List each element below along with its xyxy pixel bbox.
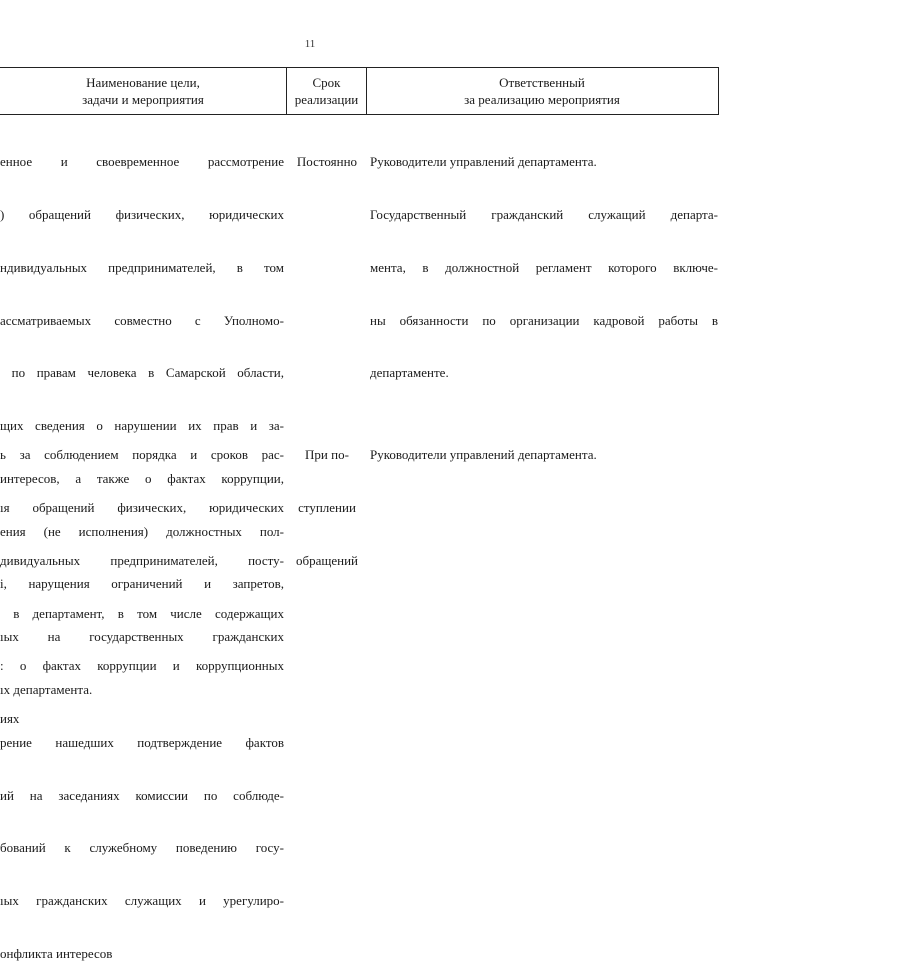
responsible-line: Руководители управлений департамента. (370, 447, 597, 463)
measure-line: интересов, а также о фактах коррупции, (0, 470, 284, 486)
term-line: При по- (305, 447, 349, 463)
header-measure (0, 68, 286, 114)
header-term (286, 68, 367, 114)
header-term-line: реализации (294, 92, 359, 107)
row-2-term (288, 411, 366, 587)
measure-line: по правам человека в Самарской области, (0, 365, 284, 381)
responsible-line: Государственный гражданский служащий департа- (370, 206, 718, 222)
header-responsible (367, 68, 717, 114)
row-1-responsible (370, 118, 718, 400)
term-line: ступлении (298, 499, 356, 515)
header-responsible-line: Ответственный (499, 75, 585, 90)
term-line: обращений (295, 552, 359, 568)
row-2-measure (0, 411, 284, 745)
measure-line: ıя обращений физических, юридических (0, 499, 284, 515)
responsible-line: департаменте. (370, 365, 449, 381)
measure-line: ь за соблюдением порядка и сроков рас- (0, 447, 284, 463)
measure-line: дивидуальных предпринимателей, посту- (0, 552, 284, 568)
measure-line: в департамент, в том числе содержащих (0, 605, 284, 621)
responsible-line: мента, в должностной регламент которого включе- (370, 259, 718, 275)
measure-line: ндивидуальных предпринимателей, в том (0, 259, 284, 275)
row-2-responsible (370, 411, 718, 481)
measure-line: ассматриваемых совместно с Уполномо- (0, 312, 284, 328)
measure-line: рение нашедших подтверждение фактов (0, 734, 284, 750)
header-measure-line: задачи и мероприятия (82, 92, 204, 107)
measure-line: иях (0, 711, 20, 727)
measure-line: ıх департамента. (0, 682, 93, 697)
measure-line: ıых гражданских служащих и урегулиро- (0, 893, 284, 909)
term-line: Постоянно (296, 154, 358, 170)
measure-line: : о фактах коррупции и коррупционных (0, 658, 284, 674)
measure-line: бований к служебному поведению госу- (0, 840, 284, 856)
header-measure-line: Наименование цели, (86, 75, 200, 90)
row-1-term (288, 118, 366, 188)
measure-line: онфликта интересов (0, 945, 113, 961)
measure-line: ения (не исполнения) должностных пол- (0, 523, 284, 539)
header-responsible-line: за реализацию мероприятия (464, 92, 620, 107)
measure-line: ) обращений физических, юридических (0, 206, 284, 222)
measure-line: ıых на государственных гражданских (0, 629, 284, 645)
page-number: 11 (304, 38, 316, 50)
header-term-line: Срок (312, 75, 341, 90)
measure-line: i, нарущения ограничений и запретов, (0, 576, 284, 592)
responsible-line: ны обязанности по организации кадровой работы в (370, 312, 718, 328)
measure-line: енное и своевременное рассмотрение (0, 154, 284, 170)
measure-line: ий на заседаниях комиссии по соблюде- (0, 787, 284, 803)
measure-line: щих сведения о нарушении их прав и за- (0, 418, 284, 434)
responsible-line: Руководители управлений департамента. (370, 154, 597, 170)
table-header (0, 67, 719, 115)
